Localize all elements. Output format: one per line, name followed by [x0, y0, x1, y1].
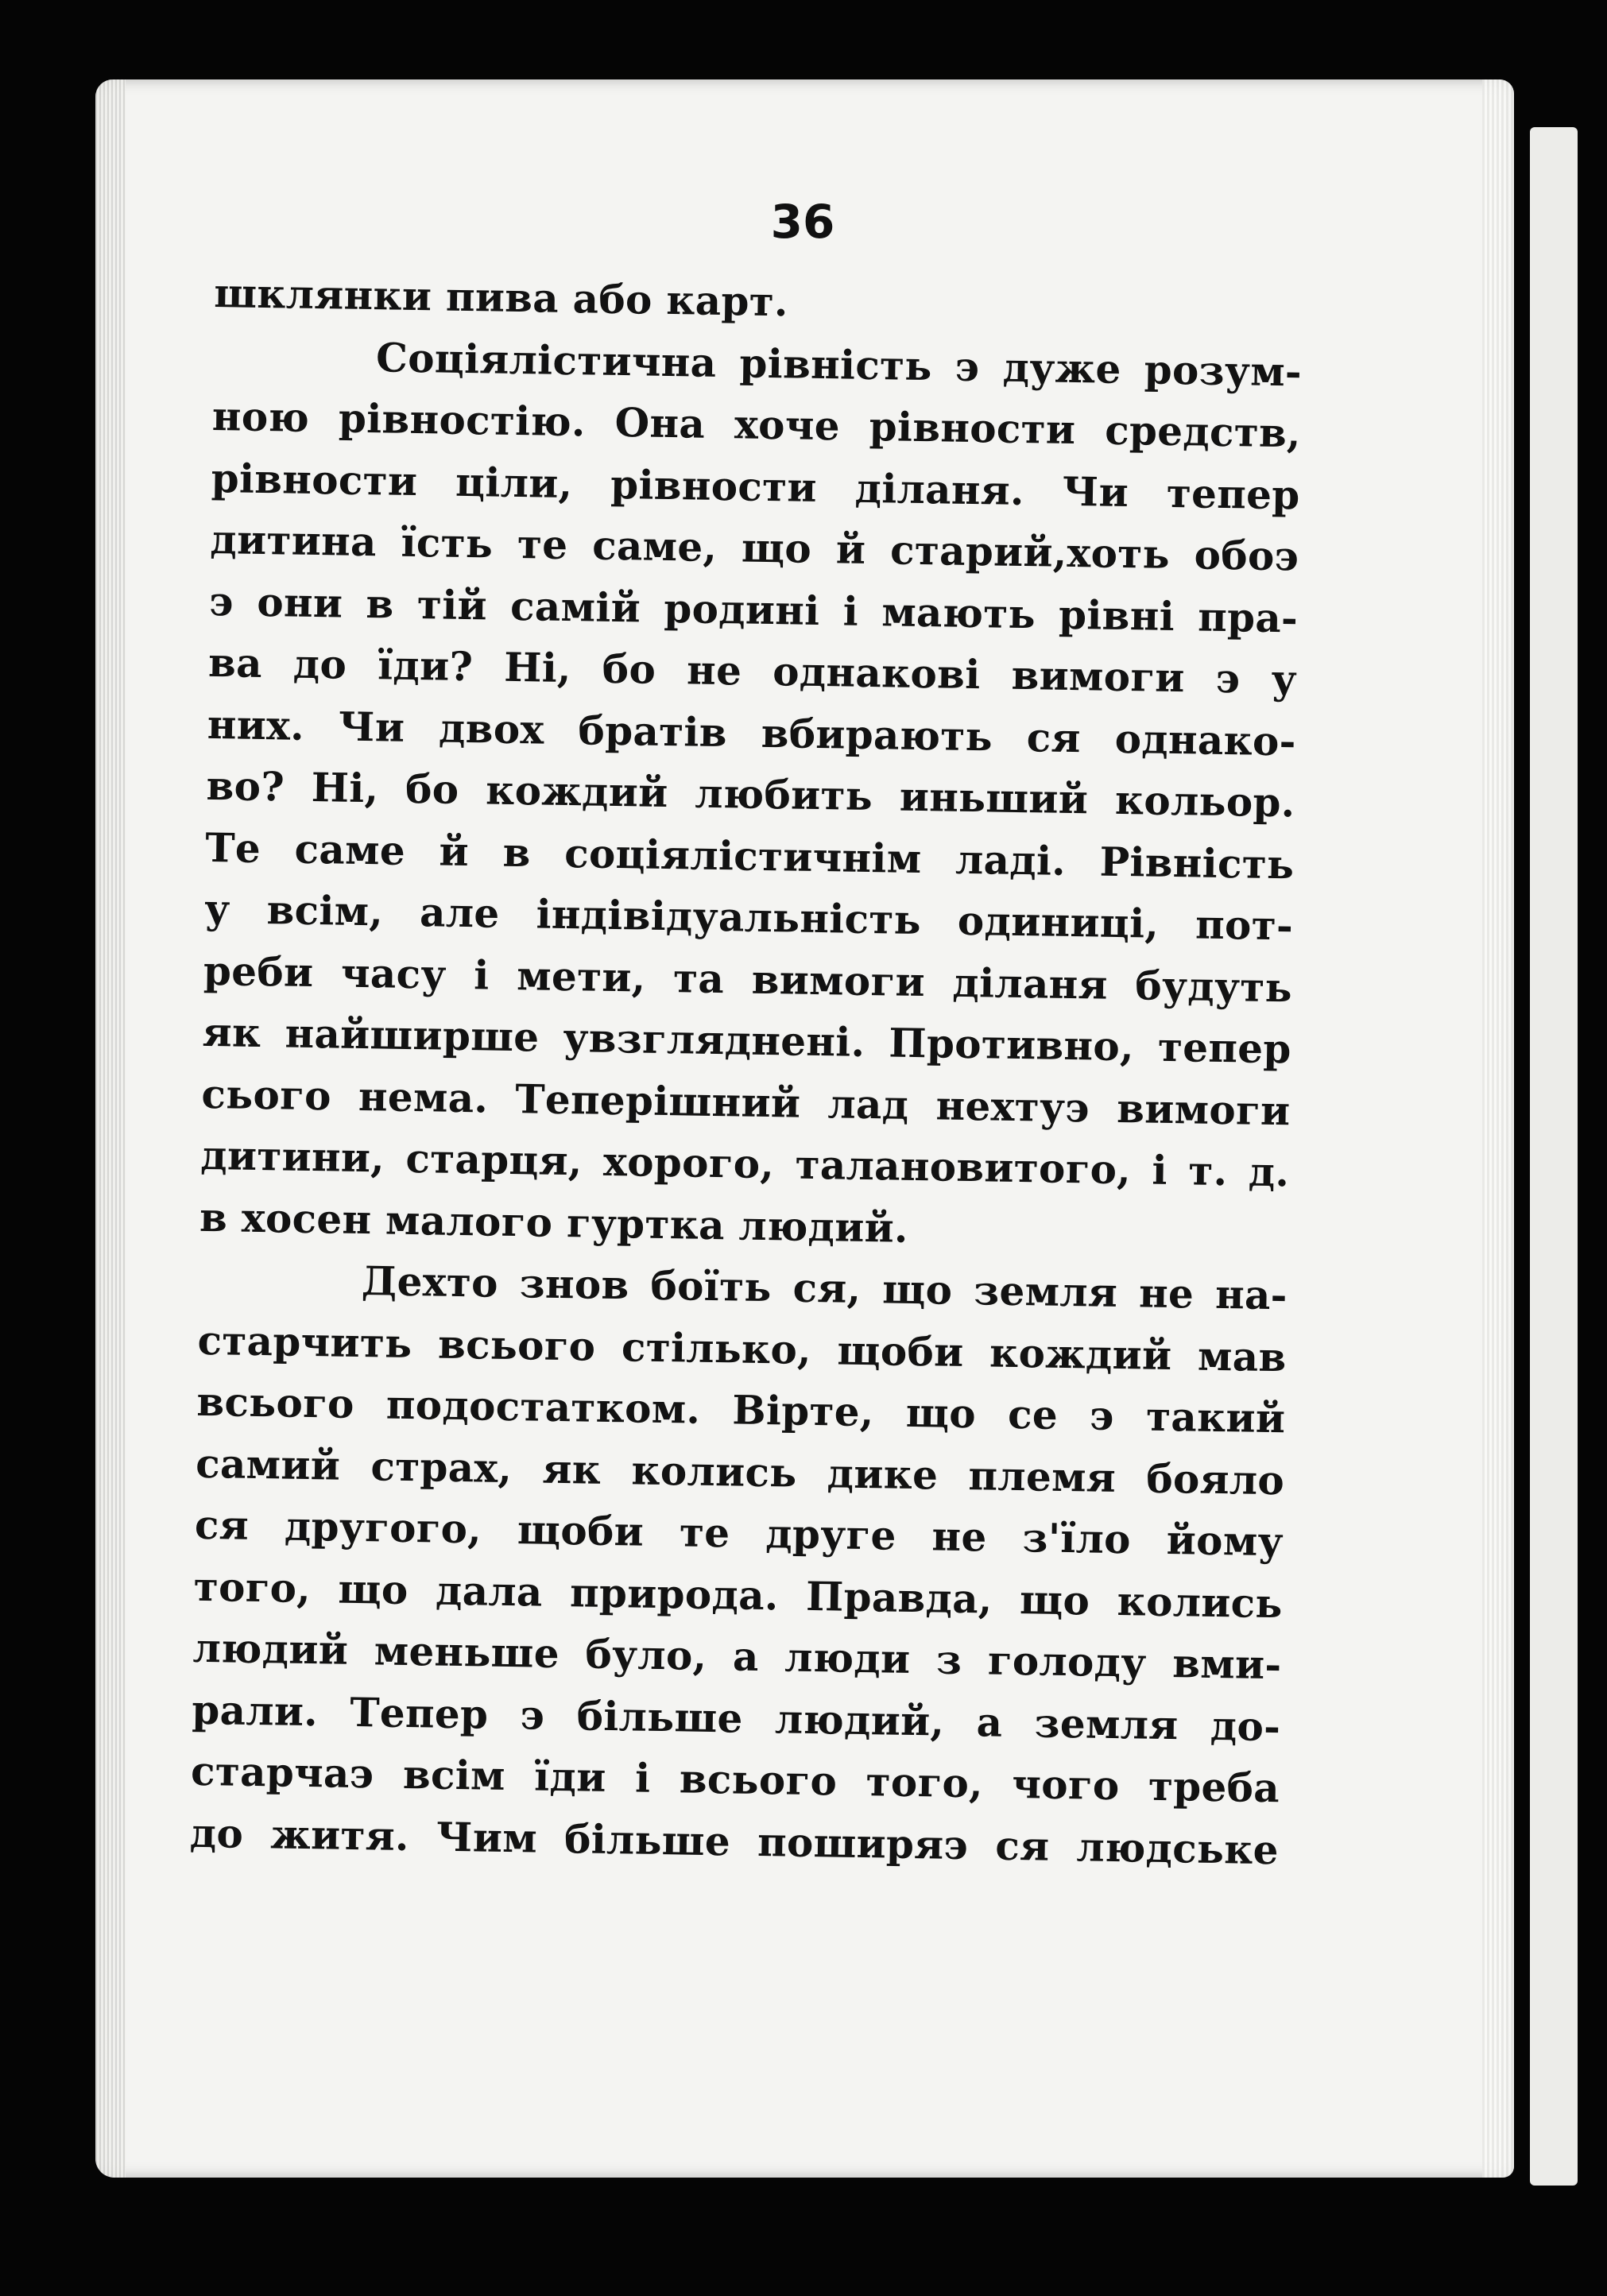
text-line: рали. Тепер э більше людий, а земля до-	[191, 1686, 1281, 1750]
text-line: ся другого, щоби те друге не з'їло йому	[194, 1500, 1284, 1566]
text-line: рівности ціли, рівности діланя. Чи тепер	[211, 454, 1301, 518]
text-line: всього подостатком. Вірте, що се э такий	[196, 1377, 1286, 1442]
text-line: дитина їсть те саме, що й старий,хоть обоэ	[210, 515, 1299, 580]
text-line: у всім, але індівідуальність одиниці, пот-	[203, 885, 1294, 950]
text-line: реби часу і мети, та вимоги діланя будуть	[203, 947, 1293, 1011]
text-line: в хосен малого гуртка людий.	[199, 1193, 909, 1252]
text-line: сього нема. Теперішний лад нехтуэ вимоги	[201, 1070, 1291, 1134]
text-line: ва до їди? Ні, бо не однакові вимоги э у	[207, 638, 1298, 703]
text-line: як найширше увзгляднені. Противно, тепер	[202, 1008, 1292, 1073]
text-line: того, що дала природа. Правда, що колись	[193, 1562, 1284, 1627]
text-line: Те саме й в соціялістичнім ладі. Рівність	[204, 823, 1295, 888]
text-line: дитини, старця, хорого, талановитого, і т. д.	[199, 1131, 1290, 1196]
text-line: во? Ні, бо кождий любить иньший кольор.	[206, 761, 1295, 827]
text-line: старчить всього стілько, щоби кождий мав	[197, 1316, 1287, 1380]
text-line: до житя. Чим більше поширяэ ся людське	[189, 1809, 1280, 1873]
page-number: 36	[770, 195, 835, 249]
text-line: людий меньше було, а люди з голоду вми-	[192, 1624, 1282, 1689]
text-line: ною рівностію. Она хоче рівности средств,	[211, 392, 1302, 457]
text-line: Дехто знов боїть ся, що земля не на-	[361, 1257, 1288, 1319]
text-line: старчаэ всім їди і всього того, чого треба	[190, 1747, 1280, 1812]
text-line: шклянки пива або карт.	[213, 269, 789, 326]
body-text	[189, 262, 1303, 1880]
text-line: них. Чи двох братів вбирають ся однако-	[207, 700, 1297, 765]
page-edge-right	[1482, 79, 1514, 2178]
text-line: самий страх, як колись дике племя бояло	[195, 1439, 1285, 1504]
adjacent-page-edge	[1530, 127, 1578, 2186]
text-line: э они в тій самій родині і мають рівні пра-	[208, 577, 1299, 641]
text-line: Соціялістична рівність э дуже розум-	[375, 333, 1303, 396]
page-edge-left	[95, 79, 126, 2178]
